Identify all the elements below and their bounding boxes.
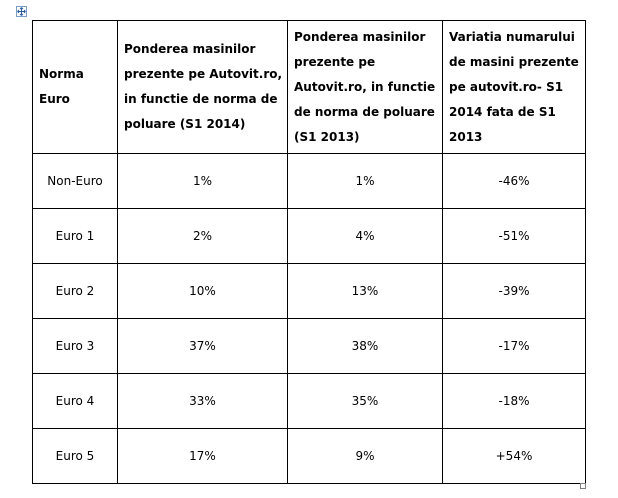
table-row	[33, 374, 586, 429]
cell-variation[interactable]: +54%	[443, 429, 586, 484]
cell-variation[interactable]: -17%	[443, 319, 586, 374]
four-arrows-icon	[17, 7, 26, 16]
cell-share-2013[interactable]: 1%	[288, 154, 443, 209]
cell-norm[interactable]: Euro 1	[33, 209, 118, 264]
header-variation[interactable]: Variatia numarului de masini prezente pe autovit.ro- S1 2014 fata de S1 2013	[443, 21, 586, 154]
cell-share-2013[interactable]: 9%	[288, 429, 443, 484]
table-row	[33, 264, 586, 319]
cell-norm[interactable]: Euro 4	[33, 374, 118, 429]
cell-norm[interactable]: Euro 2	[33, 264, 118, 319]
cell-share-2014[interactable]: 33%	[118, 374, 288, 429]
cell-norm[interactable]: Euro 5	[33, 429, 118, 484]
cell-variation[interactable]: -18%	[443, 374, 586, 429]
cell-share-2013[interactable]: 35%	[288, 374, 443, 429]
cell-norm[interactable]: Euro 3	[33, 319, 118, 374]
cell-variation[interactable]: -46%	[443, 154, 586, 209]
pollution-norm-table	[32, 20, 586, 484]
cell-share-2014[interactable]: 1%	[118, 154, 288, 209]
table-row	[33, 154, 586, 209]
cell-share-2014[interactable]: 17%	[118, 429, 288, 484]
cell-norm[interactable]: Non-Euro	[33, 154, 118, 209]
table-move-handle-icon[interactable]	[16, 6, 27, 17]
table-row	[33, 319, 586, 374]
cell-variation[interactable]: -51%	[443, 209, 586, 264]
header-norma-euro[interactable]: Norma Euro	[33, 21, 118, 154]
cell-share-2014[interactable]: 10%	[118, 264, 288, 319]
table-resize-handle-icon[interactable]	[580, 483, 586, 489]
cell-variation[interactable]: -39%	[443, 264, 586, 319]
cell-share-2013[interactable]: 38%	[288, 319, 443, 374]
cell-share-2014[interactable]: 2%	[118, 209, 288, 264]
table-header-row	[33, 21, 586, 154]
cell-share-2013[interactable]: 13%	[288, 264, 443, 319]
cell-share-2014[interactable]: 37%	[118, 319, 288, 374]
header-share-s1-2013[interactable]: Ponderea masinilor prezente pe Autovit.ro, in functie de norma de poluare (S1 2013)	[288, 21, 443, 154]
header-share-s1-2014[interactable]: Ponderea masinilor prezente pe Autovit.ro, in functie de norma de poluare (S1 2014)	[118, 21, 288, 154]
table-row	[33, 429, 586, 484]
cell-share-2013[interactable]: 4%	[288, 209, 443, 264]
table-row	[33, 209, 586, 264]
